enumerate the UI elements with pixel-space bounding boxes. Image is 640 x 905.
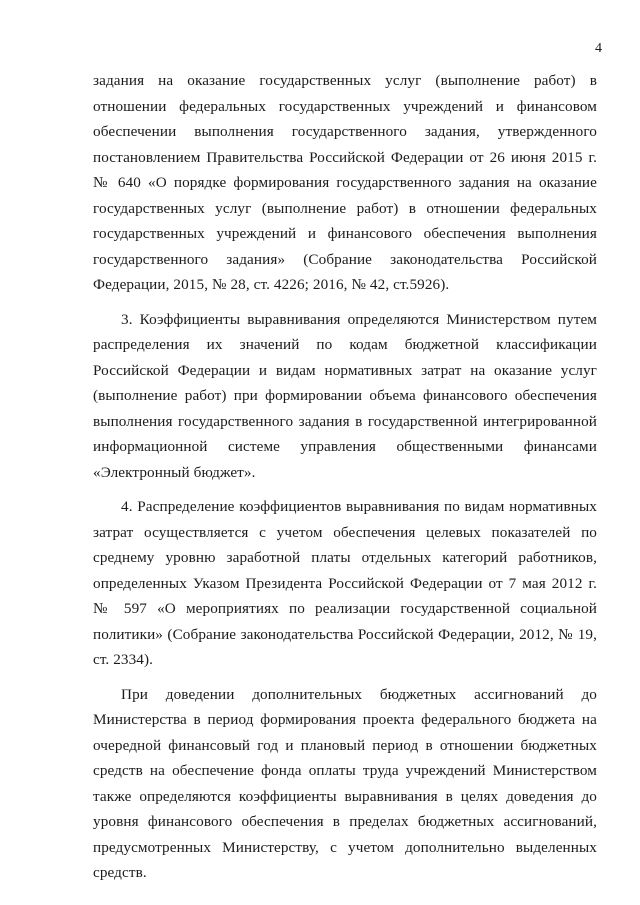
paragraph-continuation: задания на оказание государственных услуг (выполнение работ) в отношении федеральных государственных учреждений и финансовом обеспечении выполнения государственного задания, утвержденного постановлением Правительства Российской Федерации от 26 июня 2015 г. № 640 «О порядке формирования государственного задания на оказание государственных услуг (выполнение работ) в отношении федеральных государственных учреждений и финансового обеспечения выполнения государственного задания» (Собрание законодательства Российской Федерации, 2015, № 28, ст. 4226; 2016, № 42, ст.5926). — [93, 72, 597, 293]
paragraph-additional-allocations: При доведении дополнительных бюджетных ассигнований до Министерства в период формирования проекта федерального бюджета на очередной финансовый год и плановый период в отношении бюджетных средств на обеспечение фонда оплаты труда учреждений Министерством также определяются коэффициенты выравнивания в целях доведения до уровня финансового обеспечения в пределах бюджетных ассигнований, предусмотренных Министерству, с учетом дополнительно выделенных средств. — [93, 685, 597, 881]
page-number: 4 — [595, 41, 602, 56]
paragraph-item-3: 3. Коэффициенты выравнивания определяются Министерством путем распределения их значений по кодам бюджетной классификации Российской Федерации и видам нормативных затрат на оказание услуг (выполнение работ) при формировании объема финансового обеспечения выполнения государственного задания в государственной интегрированной информационной системе управления общественными финансами «Электронный бюджет». — [93, 310, 597, 481]
paragraph-item-4: 4. Распределение коэффициентов выравнивания по видам нормативных затрат осуществляется с учетом обеспечения целевых показателей по среднему уровню заработной платы отдельных категорий работников, определенных Указом Президента Российской Федерации от 7 мая 2012 г. № 597 «О мероприятиях по реализации государственной социальной политики» (Собрание законодательства Российской Федерации, 2012, № 19, ст. 2334). — [93, 498, 597, 668]
document-body — [93, 68, 597, 886]
